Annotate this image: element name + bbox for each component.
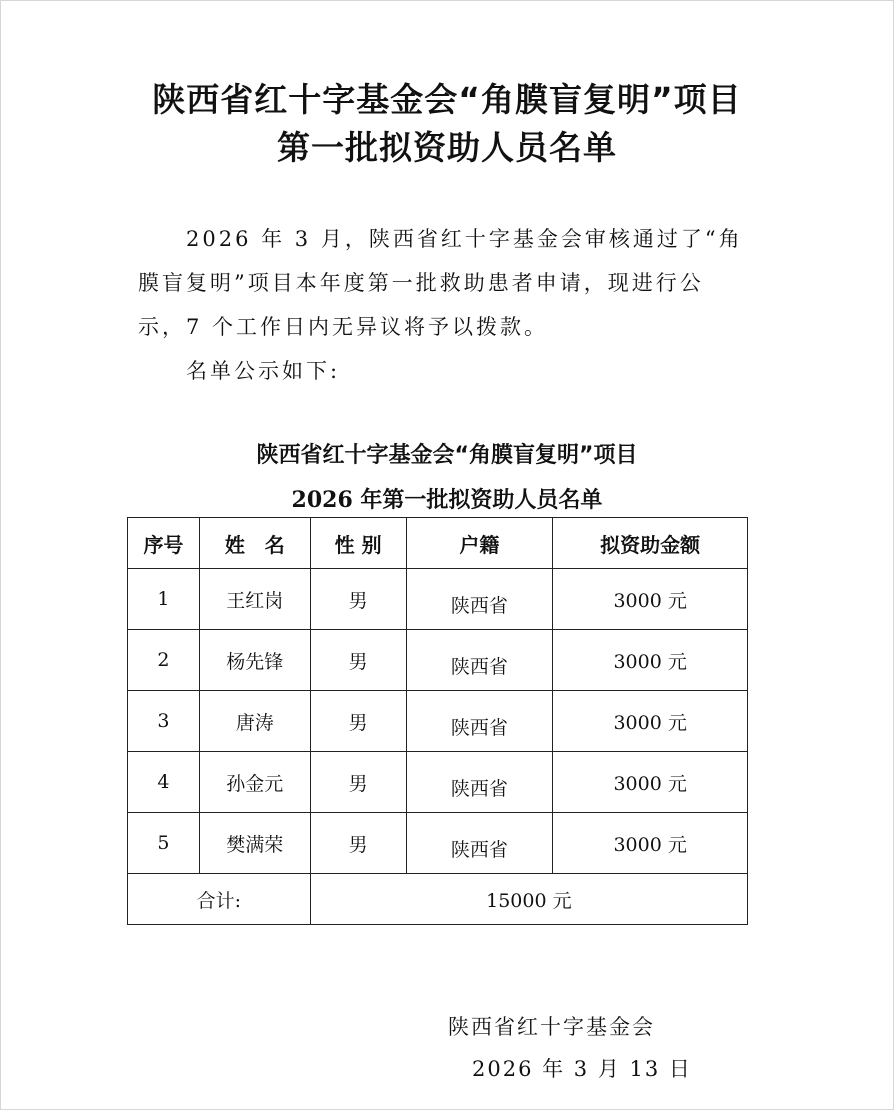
cell-amount: 3000 元 bbox=[553, 813, 748, 874]
signature-organization: 陕西省红十字基金会 bbox=[448, 1015, 655, 1039]
cell-amount: 3000 元 bbox=[553, 569, 748, 630]
paragraph-line-1: 2026 年 3 月，陕西省红十字基金会审核通过了“角 bbox=[186, 227, 743, 251]
cell-name: 唐涛 bbox=[199, 691, 310, 752]
table-title-line1: 陕西省红十字基金会“角膜盲复明”项目 bbox=[256, 443, 638, 468]
cell-serial: 3 bbox=[128, 691, 200, 752]
document-title-line2: 第一批拟资助人员名单 bbox=[277, 128, 617, 167]
header-household: 户籍 bbox=[406, 518, 553, 569]
paragraph-line-3: 示，7 个工作日内无异议将予以拨款。 bbox=[138, 315, 549, 339]
cell-household: 陕西省 bbox=[406, 752, 553, 813]
cell-gender: 男 bbox=[310, 813, 406, 874]
cell-gender: 男 bbox=[310, 630, 406, 691]
cell-name: 樊满荣 bbox=[199, 813, 310, 874]
paragraph-line-4: 名单公示如下: bbox=[186, 359, 341, 383]
table-row bbox=[128, 630, 748, 691]
table-row bbox=[128, 752, 748, 813]
header-serial: 序号 bbox=[128, 518, 200, 569]
cell-gender: 男 bbox=[310, 752, 406, 813]
signature-date: 2026 年 3 月 13 日 bbox=[472, 1057, 692, 1081]
header-name: 姓 名 bbox=[199, 518, 310, 569]
cell-amount: 3000 元 bbox=[553, 691, 748, 752]
table-row bbox=[128, 569, 748, 630]
cell-gender: 男 bbox=[310, 569, 406, 630]
cell-household: 陕西省 bbox=[406, 569, 553, 630]
cell-household: 陕西省 bbox=[406, 630, 553, 691]
table-row bbox=[128, 691, 748, 752]
table-header-row bbox=[128, 518, 748, 569]
cell-household: 陕西省 bbox=[406, 691, 553, 752]
table-row bbox=[128, 813, 748, 874]
header-amount: 拟资助金额 bbox=[553, 518, 748, 569]
cell-household: 陕西省 bbox=[406, 813, 553, 874]
cell-serial: 2 bbox=[128, 630, 200, 691]
cell-name: 孙金元 bbox=[199, 752, 310, 813]
document-title-line1: 陕西省红十字基金会“角膜盲复明”项目 bbox=[152, 80, 742, 119]
total-label: 合计: bbox=[128, 874, 311, 925]
cell-amount: 3000 元 bbox=[553, 752, 748, 813]
table-total-row bbox=[128, 874, 748, 925]
cell-serial: 5 bbox=[128, 813, 200, 874]
paragraph-line-2: 膜盲复明”项目本年度第一批救助患者申请，现进行公 bbox=[138, 271, 704, 295]
cell-serial: 4 bbox=[128, 752, 200, 813]
cell-name: 杨先锋 bbox=[199, 630, 310, 691]
cell-serial: 1 bbox=[128, 569, 200, 630]
cell-gender: 男 bbox=[310, 691, 406, 752]
recipient-table bbox=[127, 517, 748, 925]
header-gender: 性 别 bbox=[310, 518, 406, 569]
cell-amount: 3000 元 bbox=[553, 630, 748, 691]
total-value: 15000 元 bbox=[310, 874, 747, 925]
table-title-line2: 2026 年第一批拟资助人员名单 bbox=[291, 487, 603, 513]
cell-name: 王红岗 bbox=[199, 569, 310, 630]
